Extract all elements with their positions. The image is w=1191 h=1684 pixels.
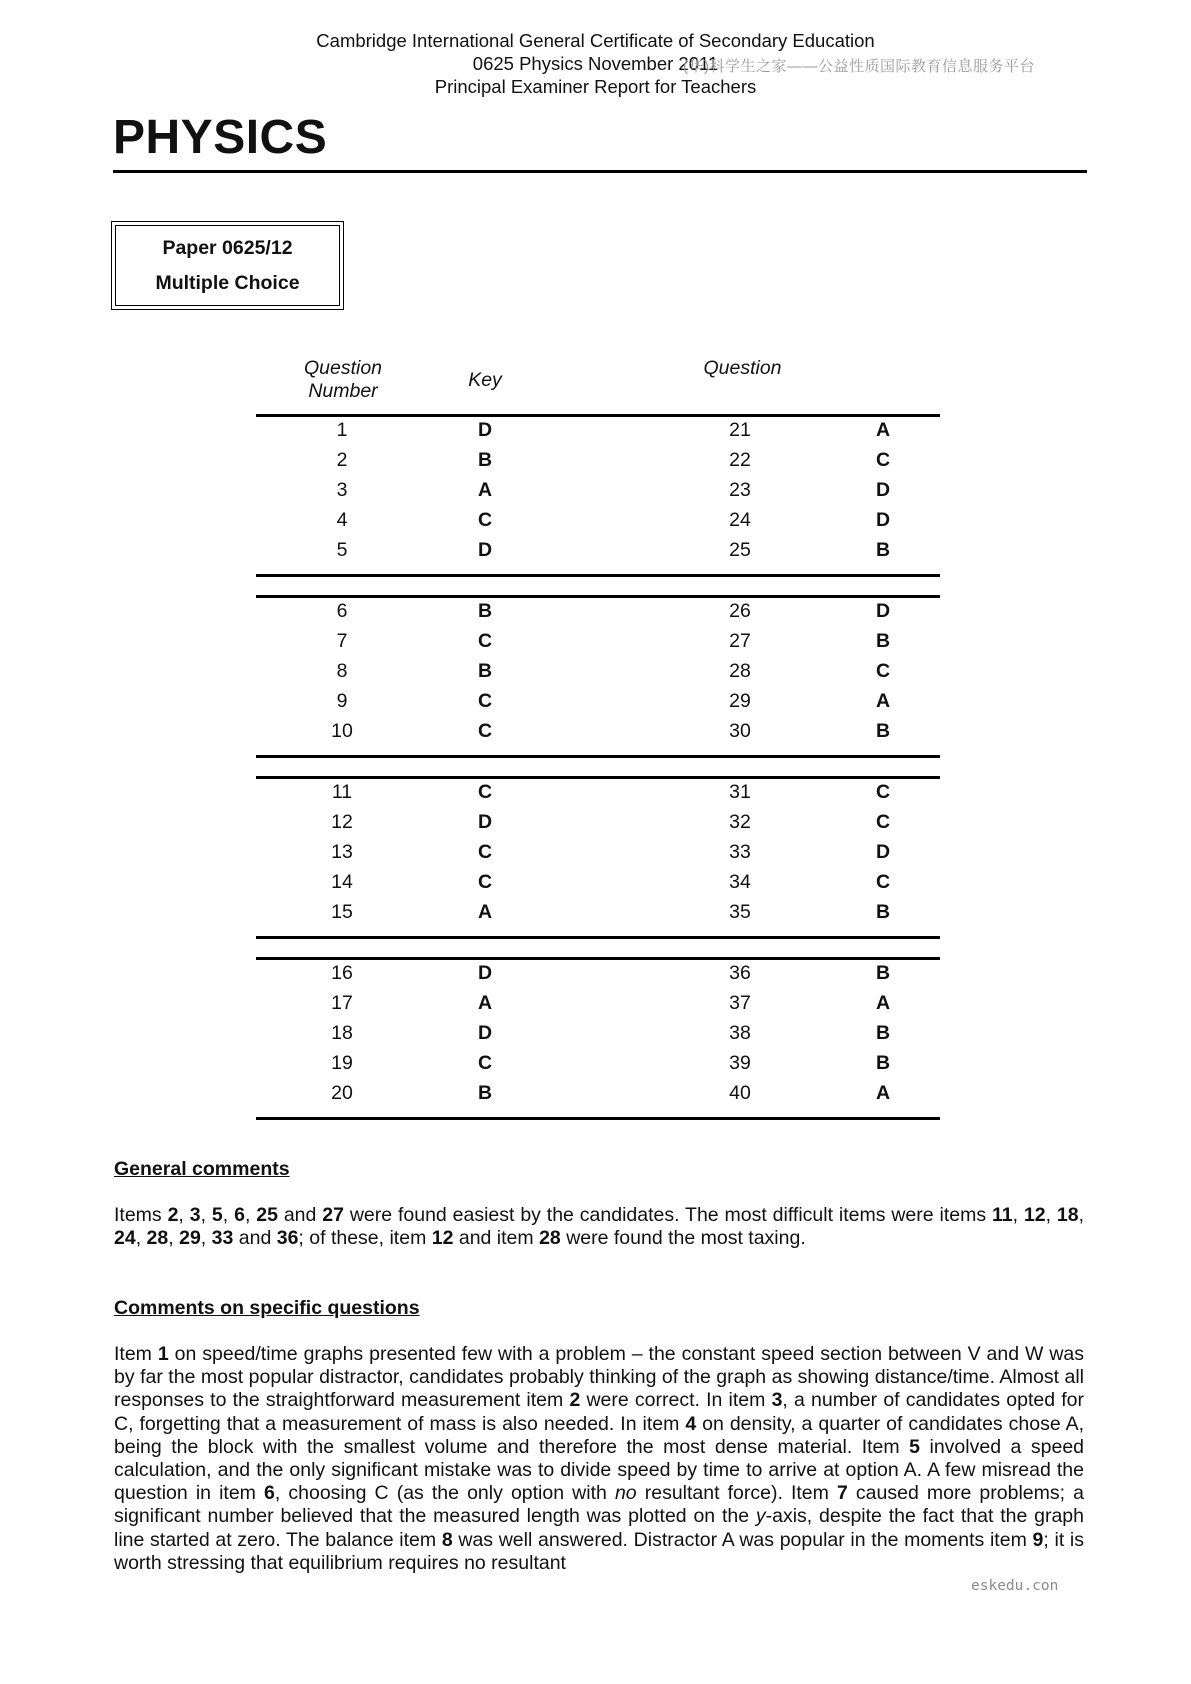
- table-cell-question-number: 35: [729, 901, 751, 923]
- table-cell-question-number: 5: [336, 539, 348, 561]
- paper-type: Multiple Choice: [155, 272, 300, 294]
- header-question-number: [283, 357, 403, 403]
- table-cell-question-number: 20: [331, 1082, 353, 1104]
- table-cell-key-letter: C: [477, 509, 493, 531]
- table-rule-top: [256, 957, 940, 960]
- table-rule-top: [256, 414, 940, 417]
- table-cell-question-number: 6: [336, 600, 348, 622]
- specific-comments-heading: Comments on specific questions: [114, 1297, 420, 1319]
- table-cell-question-number: 36: [729, 962, 751, 984]
- table-cell-key-letter: B: [875, 962, 891, 984]
- table-cell-question-number: 11: [331, 781, 353, 803]
- table-cell-question-number: 28: [729, 660, 751, 682]
- specific-comments-text: Item 1 on speed/time graphs presented few with a problem – the constant speed section between V and W was by far the most popular distractor, candidates probably thinking of the graph as showing distance/time. Almost all responses to the straightforward measurement item 2 were correct. In item 3, a number of candidates opted for C, forgetting that a measurement of mass is also needed. In item 4 on density, a quarter of candidates chose A, being the block with the smallest volume and therefore the most dense material. Item 5 involved a speed calculation, and the only significant mistake was to divide speed by time to arrive at option A. A few misread the question in item 6, choosing C (as the only option with no resultant force). Item 7 caused more problems; a significant number believed that the measured length was plotted on the y-axis, despite the fact that the graph line started at zero. The balance item 8 was well answered. Distractor A was popular in the moments item 9; it is worth stressing that equilibrium requires no resultant: [114, 1343, 1085, 1574]
- table-rule-top: [256, 595, 940, 598]
- header-watermark: (华)科学生之家——公益性质国际教育信息服务平台: [683, 58, 1035, 75]
- table-cell-key-letter: B: [875, 720, 891, 742]
- table-cell-question-number: 31: [729, 781, 751, 803]
- paper-code: Paper 0625/12: [162, 237, 293, 259]
- paper-box-inner: [115, 225, 340, 306]
- page-title: PHYSICS: [113, 111, 328, 164]
- table-cell-key-letter: C: [477, 781, 493, 803]
- table-cell-key-letter: A: [875, 992, 891, 1014]
- table-cell-question-number: 7: [336, 630, 348, 652]
- table-cell-question-number: 18: [331, 1022, 353, 1044]
- table-cell-question-number: 4: [336, 509, 348, 531]
- header-line-2: 0625 Physics November 2011: [472, 53, 719, 74]
- table-cell-key-letter: C: [477, 871, 493, 893]
- table-cell-question-number: 30: [729, 720, 751, 742]
- table-cell-question-number: 2: [336, 449, 348, 471]
- table-cell-question-number: 39: [729, 1052, 751, 1074]
- table-cell-key-letter: C: [875, 660, 891, 682]
- table-cell-question-number: 3: [336, 479, 348, 501]
- table-cell-question-number: 1: [336, 419, 348, 441]
- table-rule-bottom: [256, 936, 940, 939]
- table-cell-key-letter: B: [477, 600, 493, 622]
- table-cell-key-letter: A: [875, 690, 891, 712]
- table-cell-key-letter: C: [875, 811, 891, 833]
- table-cell-question-number: 21: [729, 419, 751, 441]
- table-cell-question-number: 34: [729, 871, 751, 893]
- table-cell-key-letter: C: [875, 871, 891, 893]
- table-cell-question-number: 40: [729, 1082, 751, 1104]
- table-cell-key-letter: D: [477, 419, 493, 441]
- table-cell-question-number: 17: [331, 992, 353, 1014]
- header-question-number-line2: Number: [308, 380, 378, 402]
- table-cell-question-number: 27: [729, 630, 751, 652]
- table-cell-key-letter: C: [875, 781, 891, 803]
- table-cell-key-letter: A: [477, 992, 493, 1014]
- table-cell-question-number: 33: [729, 841, 751, 863]
- table-cell-key-letter: C: [477, 720, 493, 742]
- table-cell-key-letter: D: [875, 479, 891, 501]
- table-cell-key-letter: C: [477, 841, 493, 863]
- table-cell-question-number: 14: [331, 871, 353, 893]
- table-cell-question-number: 15: [331, 901, 353, 923]
- title-rule: [113, 170, 1087, 173]
- paper-box: [111, 221, 344, 310]
- table-cell-key-letter: A: [477, 901, 493, 923]
- table-rule-bottom: [256, 1117, 940, 1120]
- header-question-number-line1: Question: [303, 357, 383, 379]
- table-cell-key-letter: B: [477, 660, 493, 682]
- table-cell-key-letter: B: [875, 1022, 891, 1044]
- table-cell-key-letter: B: [875, 630, 891, 652]
- header-line-1: Cambridge International General Certificate of Secondary Education: [316, 30, 875, 51]
- table-cell-key-letter: B: [477, 449, 493, 471]
- table-cell-key-letter: D: [875, 841, 891, 863]
- table-cell-key-letter: D: [477, 539, 493, 561]
- header-line-3: Principal Examiner Report for Teachers: [434, 76, 757, 97]
- table-cell-question-number: 13: [331, 841, 353, 863]
- table-cell-key-letter: C: [477, 630, 493, 652]
- table-cell-key-letter: D: [477, 811, 493, 833]
- table-cell-question-number: 37: [729, 992, 751, 1014]
- header-question: Question: [703, 357, 782, 379]
- table-cell-question-number: 29: [729, 690, 751, 712]
- table-cell-question-number: 12: [331, 811, 353, 833]
- table-cell-key-letter: B: [875, 901, 891, 923]
- table-cell-question-number: 8: [336, 660, 348, 682]
- header-key: Key: [468, 369, 502, 391]
- table-cell-question-number: 38: [729, 1022, 751, 1044]
- table-cell-key-letter: B: [875, 539, 891, 561]
- table-cell-key-letter: D: [875, 509, 891, 531]
- table-cell-key-letter: D: [875, 600, 891, 622]
- general-comments-text: Items 2, 3, 5, 6, 25 and 27 were found easiest by the candidates. The most difficult items were items 11, 12, 18, 24, 28, 29, 33 and 36; of these, item 12 and item 28 were found the most taxing.: [114, 1204, 1085, 1250]
- footer-watermark: eskedu.con: [971, 1578, 1059, 1594]
- table-cell-question-number: 25: [729, 539, 751, 561]
- table-cell-question-number: 24: [729, 509, 751, 531]
- table-cell-question-number: 26: [729, 600, 751, 622]
- table-cell-key-letter: A: [477, 479, 493, 501]
- table-cell-question-number: 32: [729, 811, 751, 833]
- table-cell-key-letter: A: [875, 1082, 891, 1104]
- table-cell-question-number: 9: [336, 690, 348, 712]
- table-cell-key-letter: A: [875, 419, 891, 441]
- table-cell-key-letter: D: [477, 1022, 493, 1044]
- table-rule-bottom: [256, 755, 940, 758]
- table-cell-key-letter: B: [875, 1052, 891, 1074]
- table-cell-question-number: 22: [729, 449, 751, 471]
- table-cell-question-number: 19: [331, 1052, 353, 1074]
- table-cell-question-number: 23: [729, 479, 751, 501]
- table-cell-key-letter: C: [477, 690, 493, 712]
- table-cell-question-number: 16: [331, 962, 353, 984]
- general-comments-heading: General comments: [114, 1158, 290, 1180]
- table-cell-key-letter: D: [477, 962, 493, 984]
- table-cell-question-number: 10: [331, 720, 353, 742]
- table-rule-top: [256, 776, 940, 779]
- table-cell-key-letter: C: [875, 449, 891, 471]
- table-rule-bottom: [256, 574, 940, 577]
- table-cell-key-letter: B: [477, 1082, 493, 1104]
- table-cell-key-letter: C: [477, 1052, 493, 1074]
